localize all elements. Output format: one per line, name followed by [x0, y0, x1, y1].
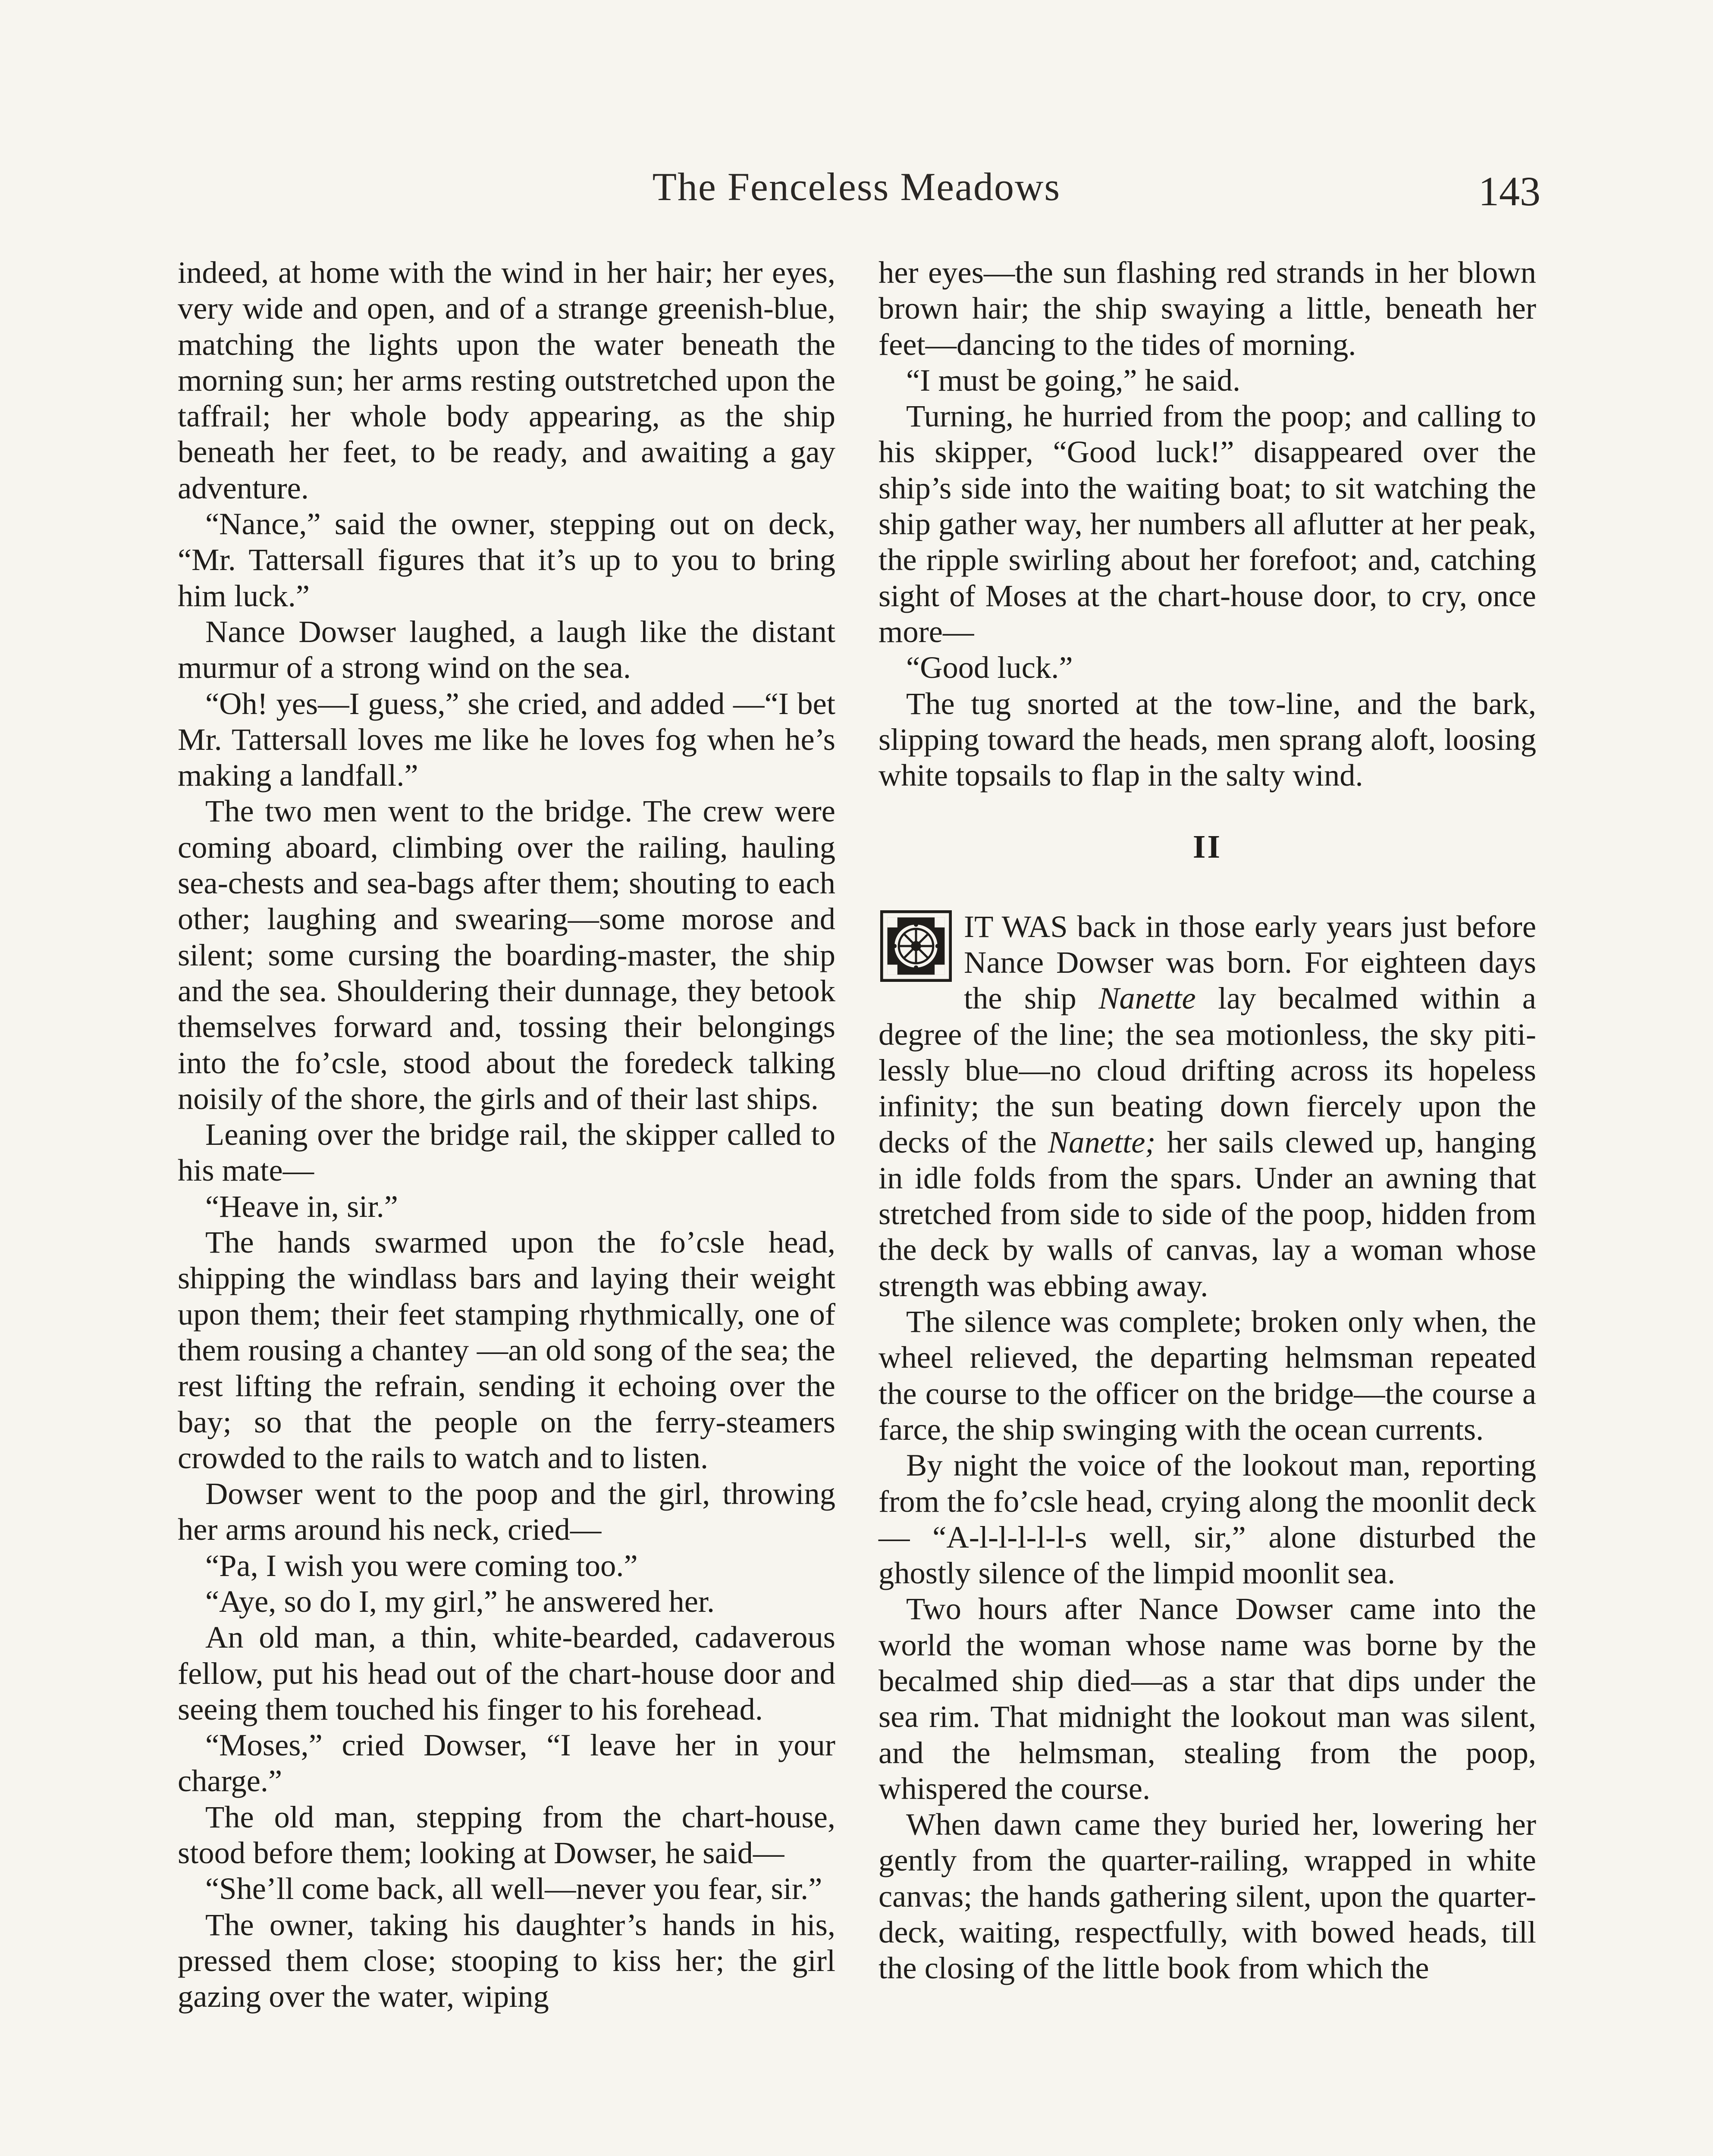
paragraph: indeed, at home with the wind in her hair; her eyes, very wide and open, and of a strange greenish-blue, matching the lights upon the water beneath the morning sun; her arms resting outstretched upon the taffrail; her whole body appearing, as the ship beneath her feet, to be ready, and awaiting a gay adventure. [178, 255, 835, 505]
paragraph: When dawn came they buried her, lowering her gently from the quarter-railing, wrapped in white canvas; the hands gathering silent, upon the quarter-deck, waiting, respectfully, with bowed heads, till the closing of the little book from which the [878, 1807, 1536, 1986]
paragraph: “Pa, I wish you were coming too.” [205, 1548, 638, 1583]
paragraph: “Heave in, sir.” [205, 1188, 398, 1224]
dropcap-text: her sails clewed up, hanging in idle folds from the spars. Under an awning that stretched from side to side of the poop, hidden from the deck by walls of canvas, lay a woman whose strength was ebbing away. [878, 1124, 1536, 1303]
paragraph: “Nance,” said the owner, stepping out on deck, “Mr. Tattersall figures that it’s up to you to bring him luck.” [178, 506, 835, 613]
paragraph: The tug snorted at the tow-line, and the bark, slipping toward the heads, men sprang aloft, loosing white topsails to flap in the salty wind. [878, 686, 1536, 793]
paragraph: “I must be going,” he said. [906, 362, 1241, 398]
paragraph: Nance Dowser laughed, a laugh like the distant murmur of a strong wind on the sea. [178, 614, 835, 685]
paragraph: her eyes—the sun flashing red strands in her blown brown hair; the ship swaying a little, beneath her feet—dancing to the tides of morning. [878, 255, 1536, 362]
ship-name: Nanette; [1048, 1124, 1156, 1159]
right-column [878, 254, 1536, 1986]
paragraph: The old man, stepping from the chart-house, stood before them; looking at Dowser, he said— [178, 1799, 835, 1871]
paragraph: The two men went to the bridge. The crew were coming aboard, climbing over the railing, hauling sea-chests and sea-bags after them; shouting to each other; laughing and swearing—some morose and silent; some cursing the boarding-master, the ship and the sea. Shouldering their dunnage, they betook themselves forward and, tossing their belongings into the fo’csle, stood about the foredeck talking noisily of the shore, the girls and of their last ships. [178, 793, 835, 1116]
dropcap-text: lay becalmed within a degree of the line; the sea motionless, the sky pitilessly blue—no cloud drifting across its hopeless infinity; the sun beating down fiercely upon the decks of the [878, 981, 1536, 1159]
paragraph: Dowser went to the poop and the girl, throwing her arms around his neck, cried— [178, 1476, 835, 1547]
page-header [0, 164, 1713, 229]
dropcap-text: IT WAS back in those early years just before Nance Dowser was born. For eighteen days the ship [964, 909, 1536, 1016]
paragraph: “Oh! yes—I guess,” she cried, and added —“I bet Mr. Tattersall loves me like he loves fog when he’s making a landfall.” [178, 686, 835, 793]
paragraph: “She’ll come back, all well—never you fear, sir.” [205, 1871, 822, 1906]
paragraph: By night the voice of the lookout man, reporting from the fo’csle head, crying along the moonlit deck— “A-l-l-l-l-l-s well, sir,” alone disturbed the ghostly silence of the limpid moonlit sea. [878, 1448, 1536, 1591]
running-head: The Fenceless Meadows [652, 165, 1061, 209]
ship-name: Nanette [1098, 981, 1196, 1016]
paragraph: The hands swarmed upon the fo’csle head, shipping the windlass bars and laying their weight upon them; their feet stamping rhythmically, one of them rousing a chantey —an old song of the sea; the rest lifting the refrain, sending it echoing over the bay; so that the people on the ferry-steamers crowded to the rails to watch and to listen. [178, 1225, 835, 1475]
paragraph: The owner, taking his daughter’s hands in his, pressed them close; stooping to kiss her; the girl gazing over the water, wiping [178, 1907, 835, 2014]
dropcap-paragraph [878, 909, 1536, 1304]
paragraph: “Moses,” cried Dowser, “I leave her in your charge.” [178, 1727, 835, 1799]
paragraph: The silence was complete; broken only when, the wheel relieved, the departing helmsman repeated the course to the officer on the bridge—the course a farce, the ship swinging with the ocean currents. [878, 1304, 1536, 1447]
paragraph: An old man, a thin, white-bearded, cadaverous fellow, put his head out of the chart-house door and seeing them touched his finger to his forehead. [178, 1620, 835, 1727]
paragraph: Turning, he hurried from the poop; and calling to his skipper, “Good luck!” disappeared over the ship’s side into the waiting boat; to sit watching the ship gather way, her numbers all aflutter at her peak, the ripple swirling about her forefoot; and, catching sight of Moses at the chart-house door, to cry, once more— [878, 398, 1536, 649]
section-number: II [1192, 829, 1222, 865]
page-number: 143 [1478, 168, 1540, 214]
paragraph: Two hours after Nance Dowser came into the world the woman whose name was borne by the becalmed ship died—as a star that dips under the sea rim. That midnight the lookout man was silent, and the helmsman, stealing from the poop, whispered the course. [878, 1591, 1536, 1806]
paragraph: Leaning over the bridge rail, the skipper called to his mate— [178, 1117, 835, 1188]
ornamental-initial-icon [880, 910, 952, 982]
paragraph: “Aye, so do I, my girl,” he answered her. [205, 1583, 715, 1619]
paragraph: “Good luck.” [906, 650, 1073, 685]
left-column [178, 254, 835, 2015]
